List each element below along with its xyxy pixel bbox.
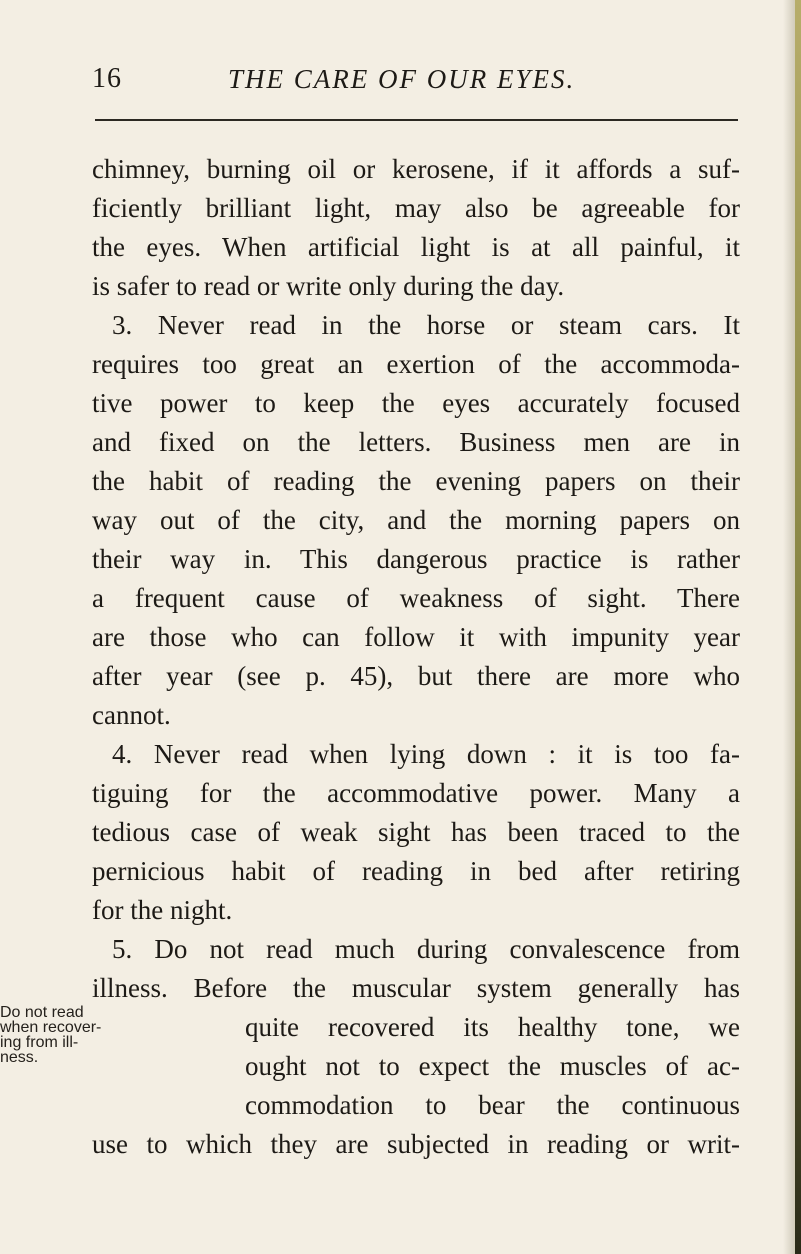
text-line: 5. Do not read much during convalescence from [112,934,740,964]
text-line: requires too great an exertion of the accommoda- [92,349,740,379]
text-line: for the night. [92,895,233,925]
text-line: a frequent cause of weakness of sight. There [92,583,740,613]
margin-note-line: ness. [0,1049,39,1066]
running-title: THE CARE OF OUR EYES. [228,64,576,94]
text-line: cannot. [92,700,171,730]
text-line: their way in. This dangerous practice is rather [92,544,740,574]
text-line: is safer to read or write only during the day. [92,271,565,301]
text-line: tive power to keep the eyes accurately focused [92,388,740,418]
text-line: tiguing for the accommodative power. Many a [92,778,740,808]
margin-note-line: ing from ill- [0,1034,79,1051]
text-line: and fixed on the letters. Business men are in [92,427,740,457]
text-line: tedious case of weak sight has been traced to the [92,817,740,847]
margin-note [0,1005,150,1065]
body-text [92,150,740,1164]
text-line: are those who can follow it with impunity year [92,622,740,652]
text-row-with-margin-note [92,1008,740,1047]
text-line: quite recovered its healthy tone, we [245,1012,740,1042]
text-line: ficiently brilliant light, may also be agreeable for [92,193,740,223]
text-row-with-margin-note [92,1086,740,1125]
text-line: after year (see p. 45), but there are more who [92,661,740,691]
text-row-with-margin-note [92,1047,740,1086]
text-line: pernicious habit of reading in bed after retiring [92,856,740,886]
page-number: 16 [92,63,122,94]
text-line: 4. Never read when lying down : it is too fa- [112,739,740,769]
margin-note-line: when recover- [0,1019,102,1036]
page-header [0,61,801,101]
text-line: chimney, burning oil or kerosene, if it affords a suf- [92,154,740,184]
margin-note-line: Do not read [0,1004,84,1021]
text-line: illness. Before the muscular system generally has [92,973,740,1003]
text-line: commodation to bear the continuous [245,1090,740,1120]
text-line: the eyes. When artificial light is at all painful, it [92,232,740,262]
text-line: use to which they are subjected in reading or writ- [92,1129,740,1159]
text-line: the habit of reading the evening papers on their [92,466,740,496]
page-edge-strip [795,0,801,1254]
text-line: 3. Never read in the horse or steam cars. It [112,310,740,340]
header-rule [95,119,738,121]
text-line: way out of the city, and the morning papers on [92,505,740,535]
text-line: ought not to expect the muscles of ac- [245,1051,740,1081]
